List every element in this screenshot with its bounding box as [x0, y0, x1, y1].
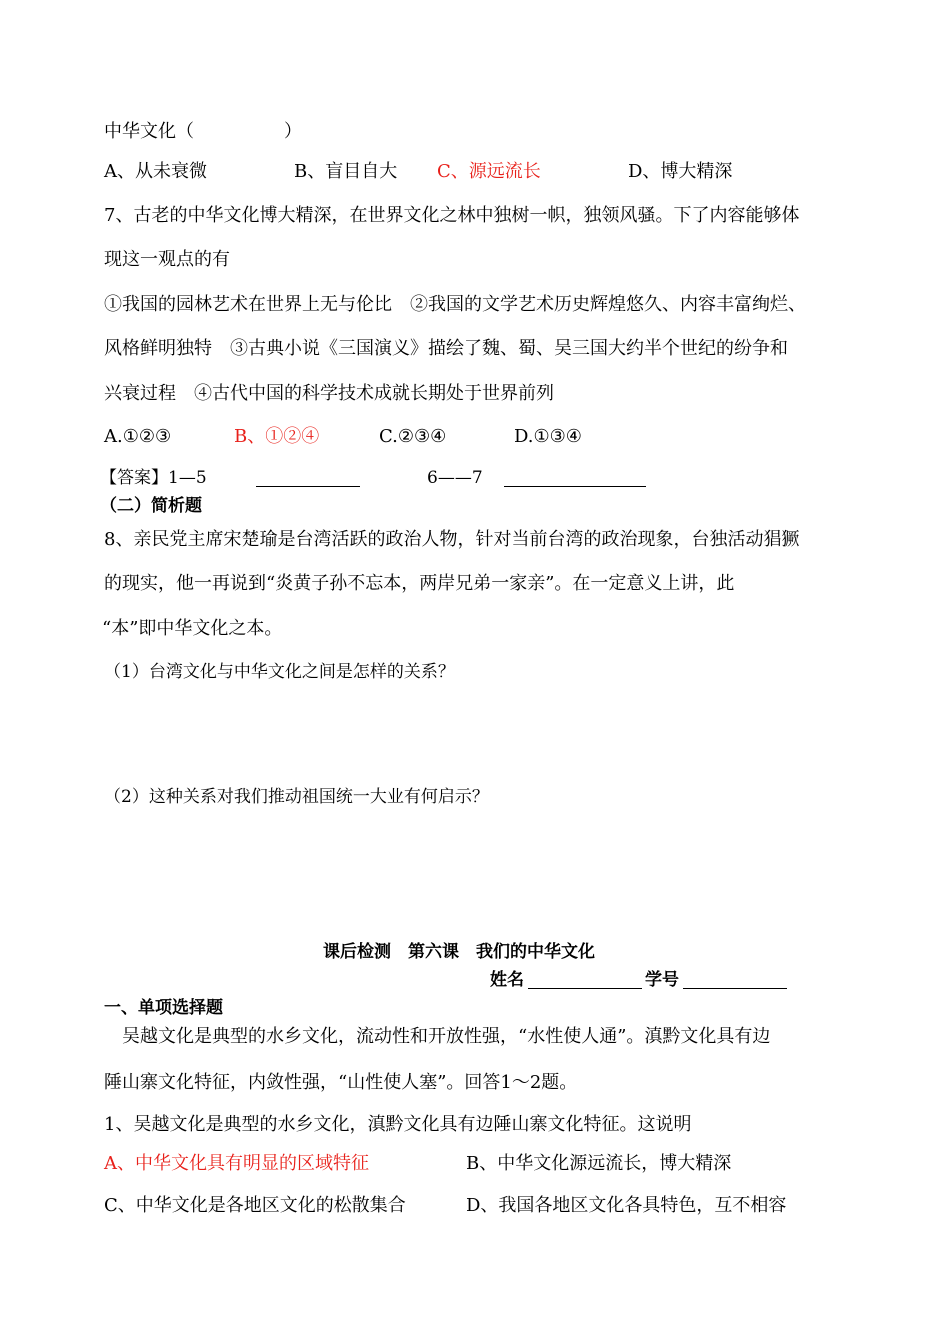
q7-option-b: B、①②④	[234, 426, 320, 447]
id-label: 学号	[645, 970, 679, 990]
page-title: 课后检测 第六课 我们的中华文化	[323, 942, 595, 962]
q7-line-3: ①我国的园林艺术在世界上无与伦比 ②我国的文学艺术历史辉煌悠久、内容丰富绚烂、	[104, 294, 806, 315]
id-field[interactable]	[683, 968, 787, 989]
answer-blank-2[interactable]	[504, 466, 646, 487]
q7-option-d: D.①③④	[514, 426, 582, 447]
section-1-heading: 一、单项选择题	[104, 998, 223, 1018]
q7-line-1: 7、古老的中华文化博大精深，在世界文化之林中独树一帜，独领风骚。下了内容能够体	[104, 205, 800, 226]
q7-line-4: 风格鲜明独特 ③古典小说《三国演义》描绘了魏、蜀、吴三国大约半个世纪的纷争和	[104, 338, 788, 359]
q8-line-3: “本”即中华文化之本。	[102, 618, 283, 639]
q1-option-b: B、中华文化源远流长，博大精深	[466, 1153, 732, 1174]
name-label: 姓名	[490, 970, 524, 990]
q8-sub-2: （2）这种关系对我们推动祖国统一大业有何启示？	[104, 787, 489, 807]
answer-label: 【答案】1—5	[100, 468, 207, 488]
q7-option-c: C.②③④	[379, 426, 447, 447]
q1-stem: 1、吴越文化是典型的水乡文化，滇黔文化具有边陲山寨文化特征。这说明	[104, 1114, 692, 1135]
q6-option-a: A、从未衰微	[104, 161, 207, 182]
intro-line-1: 吴越文化是典型的水乡文化，流动性和开放性强，“水性使人通”。滇黔文化具有边	[104, 1026, 771, 1047]
q7-line-5: 兴衰过程 ④古代中国的科学技术成就长期处于世界前列	[104, 383, 554, 404]
q6-option-b: B、盲目自大	[294, 161, 398, 182]
q6-stem: 中华文化（ ）	[104, 121, 302, 142]
answer-mid-label: 6——7	[427, 468, 483, 488]
intro-line-2: 陲山寨文化特征，内敛性强，“山性使人塞”。回答1～2题。	[104, 1072, 578, 1093]
q8-line-1: 8、亲民党主席宋楚瑜是台湾活跃的政治人物，针对当前台湾的政治现象，台独活动猖獗	[104, 529, 800, 550]
answer-blank-1[interactable]	[256, 466, 360, 487]
q6-option-d: D、博大精深	[628, 161, 733, 182]
q1-option-a: A、中华文化具有明显的区域特征	[104, 1153, 369, 1174]
q8-sub-1: （1）台湾文化与中华文化之间是怎样的关系？	[104, 662, 455, 682]
q7-option-a: A.①②③	[104, 426, 172, 447]
name-field[interactable]	[528, 968, 642, 989]
q1-option-c: C、中华文化是各地区文化的松散集合	[104, 1195, 406, 1216]
q1-option-d: D、我国各地区文化各具特色，互不相容	[466, 1195, 787, 1216]
q7-line-2: 现这一观点的有	[104, 249, 230, 270]
q8-line-2: 的现实，他一再说到“炎黄子孙不忘本，两岸兄弟一家亲”。在一定意义上讲，此	[104, 573, 735, 594]
q6-option-c: C、源远流长	[437, 161, 541, 182]
section-2-heading: （二）简析题	[100, 496, 202, 516]
